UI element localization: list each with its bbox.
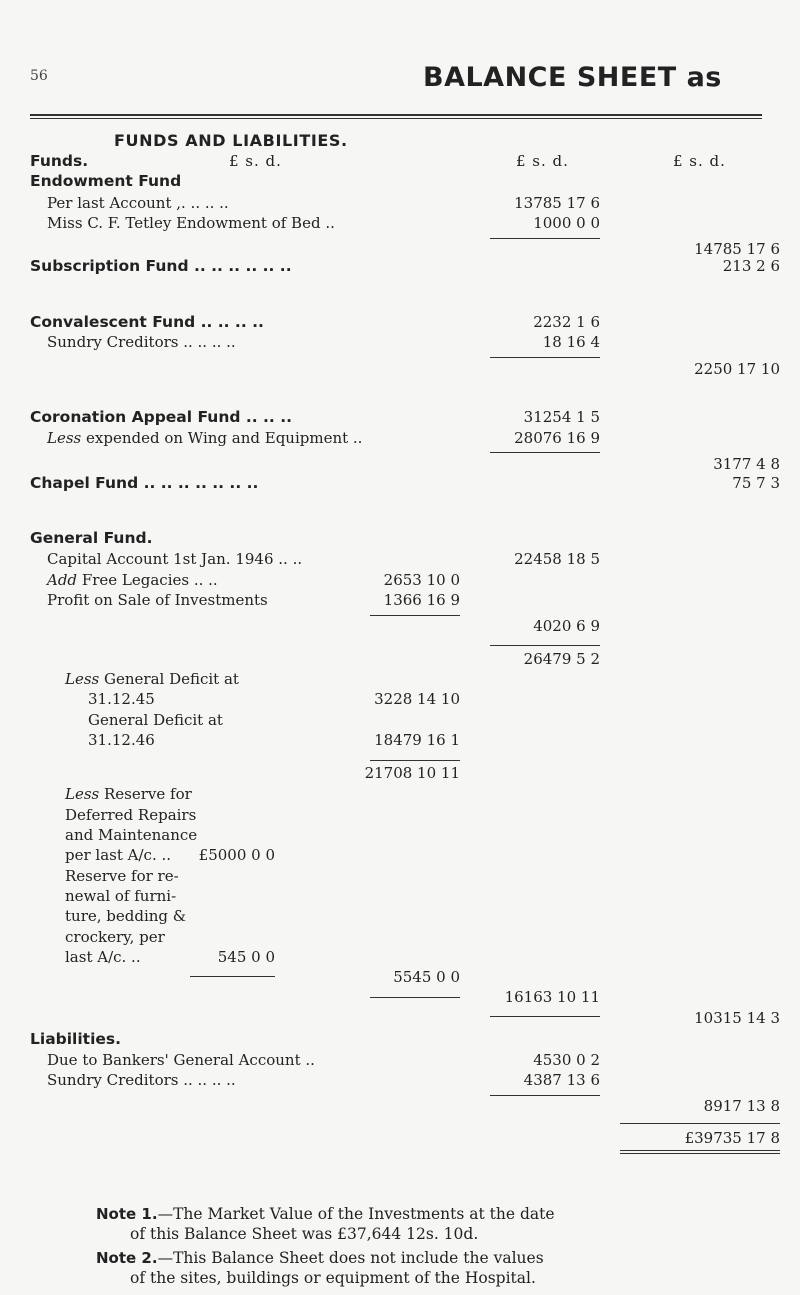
note-1-label: Note 1. [96,1205,158,1223]
general-deficit-label-1: General Deficit at [99,670,239,688]
note-2-text-1: —This Balance Sheet does not include the values [157,1249,544,1267]
reserve-total: 5545 0 0 [393,968,460,986]
liabilities-sundry-label: Sundry Creditors .. .. .. .. [47,1071,236,1089]
general-profit-label: Profit on Sale of Investments [47,591,268,609]
general-sum-rule [490,645,600,646]
endowment-row-1-label: Per last Account ,. .. .. .. [47,194,229,212]
grand-total-rule-bottom-2 [620,1153,780,1154]
reserve-label-8: crockery, per [65,928,165,946]
note-1-text-2: of this Balance Sheet was £37,644 12s. 10d. [130,1225,479,1243]
reserve-label-1: Reserve for [99,785,192,803]
chapel-fund-label: Chapel Fund .. .. .. .. .. .. .. [30,474,259,492]
note-2-line-1 [96,1249,544,1267]
note-2-text-2: of the sites, buildings or equipment of the Hospital. [130,1269,536,1287]
general-deficit-amount-2: 18479 16 1 [374,731,460,749]
reserve-label-2: Deferred Repairs [65,806,197,824]
liabilities-bankers-amount: 4530 0 2 [533,1051,600,1069]
general-fund-total: 10315 14 3 [694,1009,780,1027]
grand-total: £39735 17 8 [684,1129,780,1147]
liabilities-bankers-label: Due to Bankers' General Account .. [47,1051,315,1069]
section-title: FUNDS AND LIABILITIES. [114,131,348,150]
general-fund-title: General Fund. [30,529,153,547]
convalescent-sundry-amount: 18 16 4 [542,333,600,351]
liabilities-total: 8917 13 8 [703,1097,780,1115]
liabilities-subtotal-rule [490,1095,600,1096]
grand-total-rule-bottom-1 [620,1150,780,1151]
general-legacies-amount: 2653 10 0 [383,571,460,589]
add-word: Add [47,571,78,589]
less-word: Less [65,785,100,803]
coronation-fund-amount: 31254 1 5 [523,408,600,426]
coronation-less-amount: 28076 16 9 [514,429,600,447]
general-deficit-label-2: General Deficit at [88,711,223,729]
general-net-rule-left [370,997,460,998]
general-capital-amount: 22458 18 5 [514,550,600,568]
convalescent-sundry-label: Sundry Creditors .. .. .. .. [47,333,236,351]
endowment-row-1-amount: 13785 17 6 [514,194,600,212]
endowment-total: 14785 17 6 [694,240,780,258]
page-number: 56 [30,68,48,84]
convalescent-subtotal-rule [490,357,600,358]
general-capital-label: Capital Account 1st Jan. 1946 .. .. [47,550,303,568]
liabilities-title: Liabilities. [30,1030,122,1048]
reserve-amount-1: £5000 0 0 [198,846,275,864]
general-deficit-date-2: 31.12.46 [88,731,155,749]
general-added-amount: 4020 6 9 [533,617,600,635]
reserve-rule [190,976,275,977]
page-title: BALANCE SHEET as [423,62,722,93]
general-net-amount: 16163 10 11 [504,988,600,1006]
funds-column-label: Funds. [30,152,89,170]
reserve-label-3: and Maintenance [65,826,198,844]
reserve-label-6: newal of furni- [65,887,177,905]
reserve-label-5: Reserve for re- [65,867,179,885]
header-rule-thin [30,118,762,119]
grand-total-rule-top [620,1123,780,1124]
general-deficit-rule [370,760,460,761]
convalescent-fund-amount: 2232 1 6 [533,313,600,331]
liabilities-sundry-amount: 4387 13 6 [523,1071,600,1089]
header-rule [30,114,762,116]
column-header-right: £ s. d. [673,152,726,170]
convalescent-total: 2250 17 10 [694,360,780,378]
endowment-subtotal-rule [490,238,600,239]
subscription-fund-total: 213 2 6 [722,257,780,275]
reserve-row-1 [65,785,192,803]
endowment-row-2-amount: 1000 0 0 [533,214,600,232]
general-legacies-row [47,571,218,589]
reserve-amount-2: 545 0 0 [217,948,275,966]
note-1-text-1: —The Market Value of the Investments at the date [157,1205,555,1223]
note-2-label: Note 2. [96,1249,158,1267]
less-word: Less [65,670,100,688]
general-deficit-date-1: 31.12.45 [88,690,155,708]
endowment-fund-title: Endowment Fund [30,172,182,190]
general-added-rule-left [370,615,460,616]
reserve-label-4: per last A/c. .. [65,846,172,864]
column-header-left: £ s. d. [229,152,282,170]
endowment-row-2-label: Miss C. F. Tetley Endowment of Bed .. [47,214,335,232]
general-deficit-total: 21708 10 11 [364,764,460,782]
coronation-fund-label: Coronation Appeal Fund .. .. .. [30,408,292,426]
column-header-middle: £ s. d. [516,152,569,170]
general-legacies-label: Free Legacies .. .. [77,571,218,589]
note-1-line-1 [96,1205,555,1223]
general-sum-amount: 26479 5 2 [523,650,600,668]
chapel-fund-total: 75 7 3 [732,474,780,492]
subscription-fund-label: Subscription Fund .. .. .. .. .. .. [30,257,292,275]
general-profit-amount: 1366 16 9 [383,591,460,609]
coronation-total: 3177 4 8 [713,455,780,473]
general-net-rule [490,1016,600,1017]
general-deficit-amount-1: 3228 14 10 [374,690,460,708]
coronation-less-label: expended on Wing and Equipment .. [81,429,363,447]
coronation-subtotal-rule [490,452,600,453]
less-word: Less [47,429,82,447]
reserve-label-9: last A/c. .. [65,948,141,966]
general-deficit-row-1 [65,670,239,688]
convalescent-fund-label: Convalescent Fund .. .. .. .. [30,313,264,331]
coronation-less-row [47,429,362,447]
reserve-label-7: ture, bedding & [65,907,187,925]
